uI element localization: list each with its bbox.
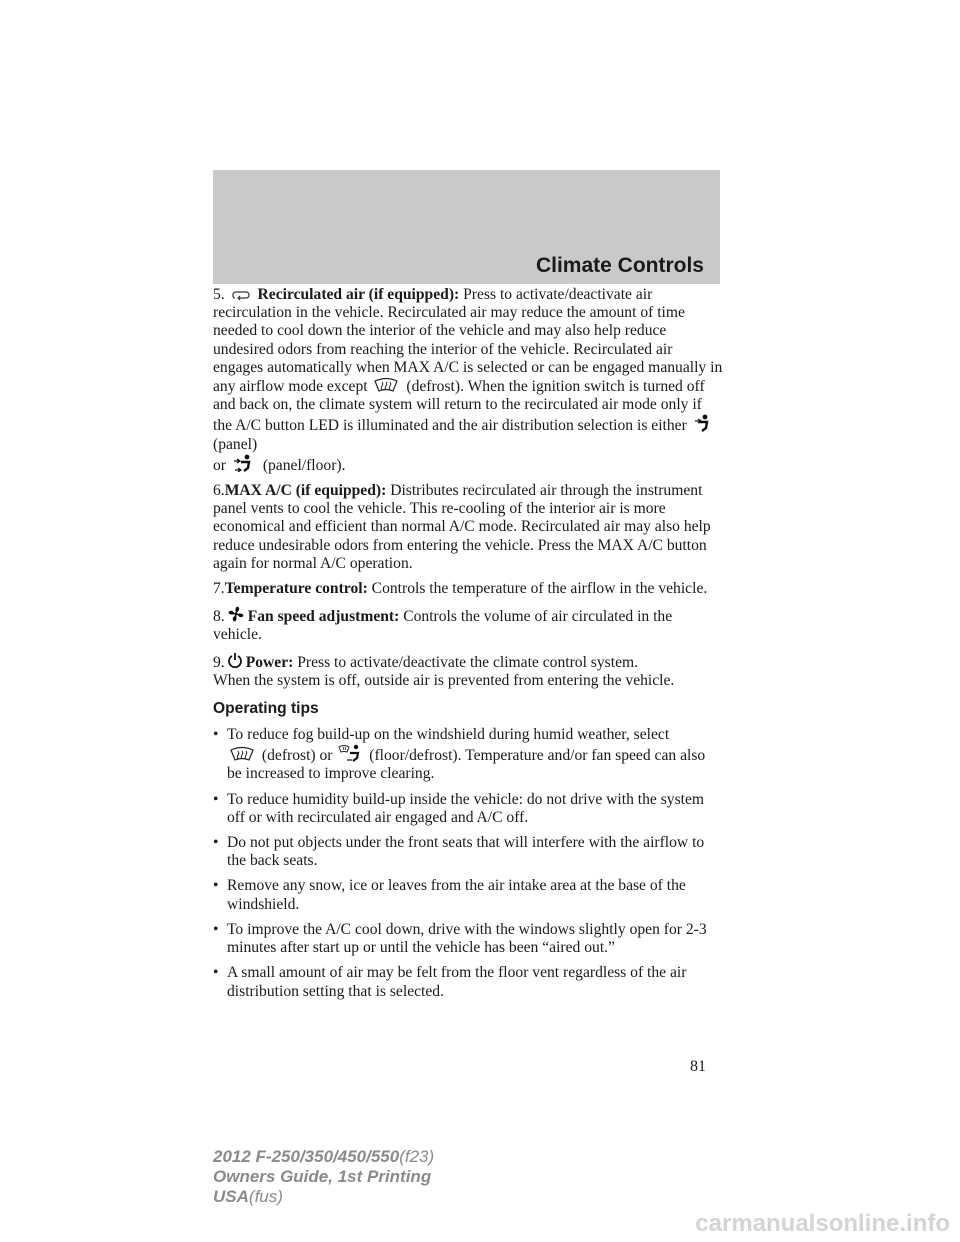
- bullet: •: [213, 964, 219, 982]
- tip-text: A small amount of air may be felt from the floor vent regardless of the air distribution setting that is selected.: [227, 964, 687, 1000]
- list-item: [213, 791, 723, 827]
- item-text: Distributes recirculated air through the instrument panel vents to cool the vehicle. This re-cooling of the interior air is more economical and efficient than normal A/C mode. Recirculated air may also help reduce undesirable odors from entering the vehicle. Press the MAX A/C button again for normal A/C operation.: [213, 482, 711, 572]
- page-number: 81: [690, 1058, 706, 1075]
- section-header: [213, 170, 720, 284]
- item-text: or: [213, 456, 226, 474]
- item-text: (panel/floor).: [262, 456, 346, 474]
- footer-model: 2012 F-250/350/450/550: [213, 1147, 400, 1166]
- list-item: [213, 921, 723, 957]
- fan-icon: [227, 605, 245, 623]
- item-8: [213, 605, 723, 644]
- item-label: Recirculated air (if equipped):: [257, 286, 460, 303]
- power-icon: [227, 652, 243, 669]
- tip-text: To reduce humidity build-up inside the vehicle: do not drive with the system off or with recirculated air engaged and A/C off.: [227, 790, 705, 826]
- list-item: [213, 877, 723, 913]
- defrost-icon: [229, 746, 255, 762]
- list-item: [213, 834, 723, 870]
- tip-text: To improve the A/C cool down, drive with the windows slightly open for 2-3 minutes after start up or until the vehicle has been “aired out.”: [227, 920, 707, 957]
- footer-region: USA: [213, 1187, 249, 1206]
- footer-model-code: (f23): [399, 1147, 435, 1166]
- item-number: 8.: [213, 608, 225, 626]
- tip-text: To reduce fog build-up on the windshield during humid weather, select: [227, 726, 670, 744]
- operating-tips-heading: Operating tips: [213, 700, 319, 718]
- defrost-icon: [373, 377, 399, 393]
- section-title: Climate Controls: [535, 254, 704, 277]
- item-6: [213, 482, 723, 573]
- item-label: MAX A/C (if equipped):: [224, 482, 387, 500]
- recirculation-icon: [231, 289, 251, 301]
- item-5: [213, 286, 723, 475]
- panel-vent-icon: [693, 414, 715, 432]
- item-9: [213, 652, 723, 672]
- item-label: Power:: [245, 653, 294, 671]
- item-number: 6.: [213, 482, 225, 500]
- watermark: carmanualsonline.info: [695, 1210, 950, 1237]
- tip-text: Do not put objects under the front seats that will interfere with the airflow to the back seats.: [227, 834, 705, 870]
- bullet: •: [213, 790, 219, 808]
- bullet: •: [213, 834, 219, 852]
- footer-region-code: (fus): [248, 1187, 283, 1206]
- item-text: Controls the temperature of the airflow in the vehicle.: [371, 580, 708, 598]
- item-number: 5.: [213, 286, 225, 303]
- list-item: [213, 726, 723, 784]
- item-9-continued: When the system is off, outside air is prevented from entering the vehicle.: [213, 671, 675, 689]
- bullet: •: [213, 920, 219, 938]
- bullet: •: [213, 726, 219, 744]
- tip-text: (floor/defrost). Temperature and/or fan speed can also be increased to improve clearing.: [227, 747, 706, 783]
- item-label: Temperature control:: [224, 580, 368, 598]
- item-text: (panel): [213, 435, 258, 453]
- panel-floor-vent-icon: [232, 454, 256, 472]
- item-text: Press to activate/deactivate air recirculation in the vehicle. Recirculated air may reduce the amount of time needed to cool down the interior of the vehicle and may also help reduce undesired odors from reaching the interior of the vehicle. Recirculated air engages automatically when MAX A/C is selected or can be engaged manually in any airflow mode except: [213, 286, 723, 396]
- page-content: [213, 286, 723, 1008]
- item-7: [213, 580, 723, 598]
- tips-list: [213, 726, 723, 1001]
- item-text: Press to activate/deactivate the climate control system.: [297, 653, 639, 671]
- item-label: Fan speed adjustment:: [247, 608, 400, 626]
- item-number: 7.: [213, 580, 225, 598]
- document-footer: [213, 1147, 434, 1207]
- item-number: 9.: [213, 653, 225, 671]
- list-item: [213, 964, 723, 1000]
- bullet: •: [213, 877, 219, 895]
- footer-printing: Owners Guide, 1st Printing: [213, 1167, 432, 1186]
- tip-text: (defrost) or: [261, 747, 333, 765]
- item-text: (defrost). When the ignition switch is turned off and back on, the climate system will return to the recirculated air mode only if the A/C button LED is illuminated and the air distribution selection is either: [213, 378, 705, 435]
- item-text: Controls the volume of air circulated in the vehicle.: [213, 608, 673, 644]
- tip-text: Remove any snow, ice or leaves from the air intake area at the base of the windshield.: [227, 877, 686, 913]
- floor-defrost-icon: [338, 744, 362, 762]
